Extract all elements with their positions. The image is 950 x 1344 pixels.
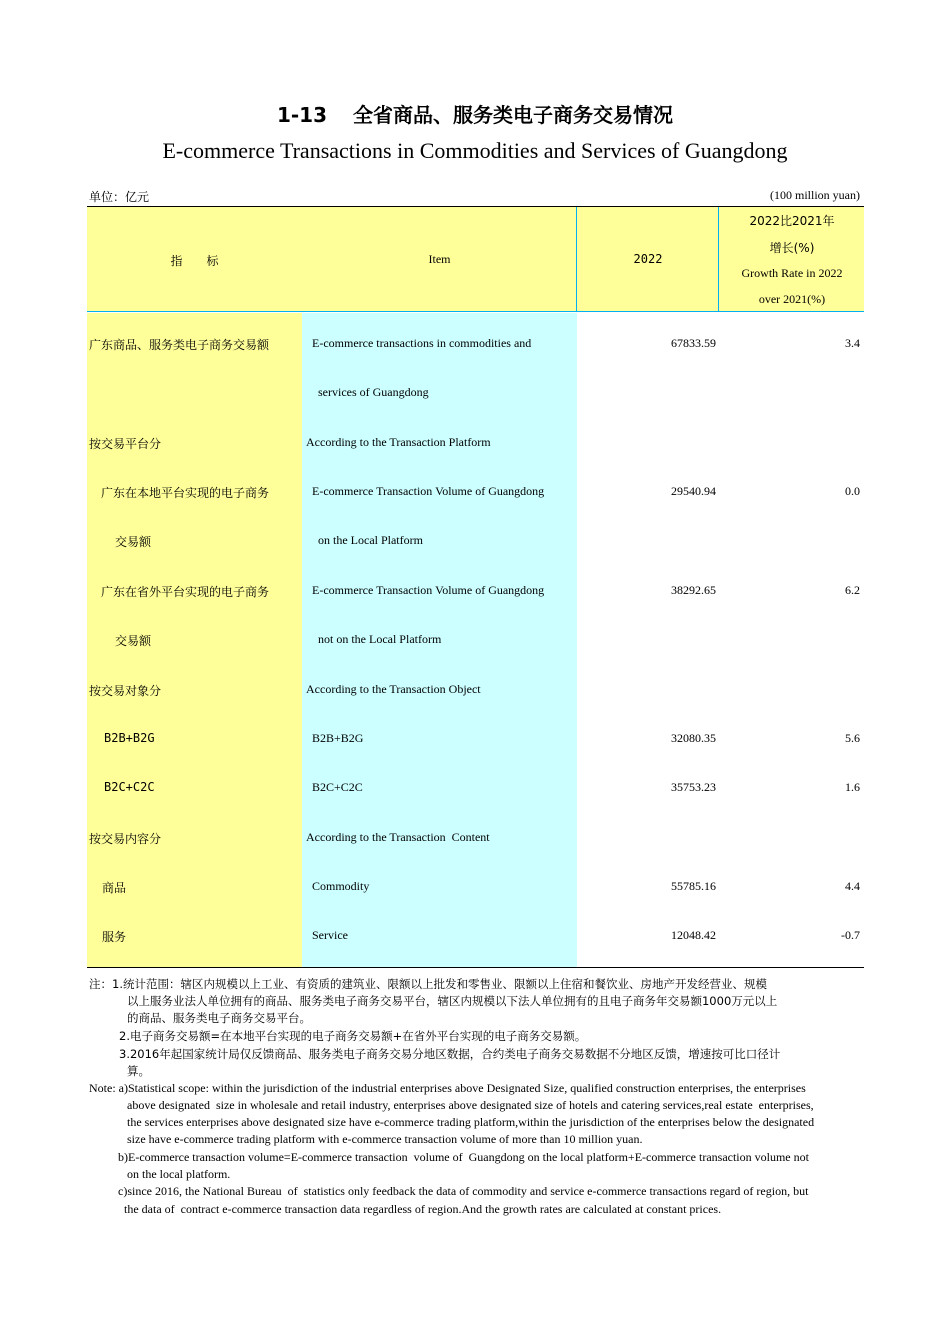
- row-growth: 4.4: [845, 879, 860, 893]
- row-growth: 6.2: [845, 583, 860, 597]
- header-rule: [87, 311, 864, 312]
- note-en-a: the services enterprises above designated size have e-commerce trading platform,within the jurisdiction of the enterprises below the designated: [127, 1115, 815, 1129]
- row-value-2022: 32080.35: [671, 731, 716, 745]
- note-cn-3: 3.2016年起国家统计局仅反馈商品、服务类电子商务交易分地区数据，合约类电子商务交易数据不分地区反馈，增速按可比口径计: [119, 1047, 781, 1061]
- note-en-c: the data of contract e-commerce transaction data regardless of region.And the growth rates are calculated at constant prices.: [124, 1202, 722, 1216]
- row-label-en: B2B+B2G: [312, 731, 364, 745]
- note-en-a: above designated size in wholesale and retail industry, enterprises above designated size of hotels and catering services,real estate enterprises,: [127, 1098, 814, 1112]
- header-growth-cn-2: 增长(%): [769, 241, 815, 255]
- row-value-2022: 38292.65: [671, 583, 716, 597]
- section-label-cn: 按交易对象分: [89, 684, 162, 698]
- row-growth: 3.4: [845, 336, 860, 350]
- section-label-cn: 按交易平台分: [89, 437, 162, 451]
- row-growth: 0.0: [845, 484, 860, 498]
- row-label-cn: 服务: [102, 930, 127, 944]
- note-cn-1: 注：1.统计范围：辖区内规模以上工业、有资质的建筑业、限额以上批发和零售业、限额以上住宿和餐饮业、房地产开发经营业、规模: [89, 977, 767, 991]
- page-title-cn: [0, 99, 950, 128]
- note-en-b: on the local platform.: [127, 1167, 231, 1181]
- note-cn-1: 的商品、服务类电子商务交易平台。: [127, 1011, 311, 1025]
- row-value-2022: 55785.16: [671, 879, 716, 893]
- header-growth-en-1: Growth Rate in 2022: [741, 266, 843, 280]
- note-en-a: Note: a)Statistical scope: within the jurisdiction of the industrial enterprises above Designated Size, qualified construction enterprises, the enterprises: [89, 1081, 806, 1095]
- header-growth-cn-1: 2022比2021年: [749, 214, 835, 228]
- row-label-en: E-commerce Transaction Volume of Guangdong: [312, 484, 545, 498]
- row-value-2022: 35753.23: [671, 780, 716, 794]
- row-label-en: E-commerce transactions in commodities and: [312, 336, 532, 350]
- note-cn-2: 2.电子商务交易额=在本地平台实现的电子商务交易额+在省外平台实现的电子商务交易额。: [119, 1029, 587, 1043]
- row-growth: 1.6: [845, 780, 860, 794]
- row-label-cn: 广东在本地平台实现的电子商务: [101, 486, 270, 500]
- table-bottom-rule: [87, 967, 864, 968]
- table-top-rule: [87, 206, 864, 207]
- row-label-cn: B2C+C2C: [104, 780, 155, 794]
- section-label-en: According to the Transaction Content: [306, 830, 490, 844]
- header-indicator-cn: 指 标: [170, 254, 219, 268]
- unit-label-cn: 单位：亿元: [89, 190, 150, 204]
- header-item: Item: [428, 252, 451, 266]
- row-growth: 5.6: [845, 731, 860, 745]
- row-label-en: services of Guangdong: [318, 385, 429, 399]
- row-label-en: Commodity: [312, 879, 370, 893]
- page-title-en: E-commerce Transactions in Commodities and Services of Guangdong: [162, 138, 788, 163]
- unit-label-en: (100 million yuan): [770, 188, 860, 202]
- note-cn-1: 以上服务业法人单位拥有的商品、服务类电子商务交易平台，辖区内规模以下法人单位拥有的且电子商务年交易额1000万元以上: [127, 994, 778, 1008]
- header-growth-en-2: over 2021(%): [758, 292, 826, 306]
- row-label-en: B2C+C2C: [312, 780, 363, 794]
- row-value-2022: 67833.59: [671, 336, 716, 350]
- row-label-en: on the Local Platform: [318, 533, 423, 547]
- title-cn-text: 全省商品、服务类电子商务交易情况: [353, 103, 674, 127]
- header-year: 2022: [633, 252, 663, 266]
- table-number: 1-13: [276, 103, 328, 127]
- row-label-en: Service: [312, 928, 348, 942]
- row-label-cn: 商品: [102, 881, 127, 895]
- row-label-cn: 广东商品、服务类电子商务交易额: [89, 338, 270, 352]
- note-cn-3: 算。: [127, 1064, 150, 1078]
- note-en-a: size have e-commerce trading platform with e-commerce transaction volume of more than 10 million yuan.: [127, 1132, 643, 1146]
- row-growth: -0.7: [841, 928, 860, 942]
- section-label-en: According to the Transaction Object: [306, 682, 481, 696]
- row-label-cn: 交易额: [115, 535, 152, 549]
- note-en-c: c)since 2016, the National Bureau of statistics only feedback the data of commodity and service e-commerce transactions regard of region, but: [118, 1184, 809, 1198]
- data-table: [87, 206, 864, 968]
- row-label-cn: 广东在省外平台实现的电子商务: [101, 585, 270, 599]
- section-label-cn: 按交易内容分: [89, 832, 162, 846]
- row-label-cn: 交易额: [115, 634, 152, 648]
- row-label-cn: B2B+B2G: [104, 731, 155, 745]
- header-divider: [718, 207, 719, 311]
- row-value-2022: 12048.42: [671, 928, 716, 942]
- row-label-en: not on the Local Platform: [318, 632, 442, 646]
- note-en-b: b)E-commerce transaction volume=E-commerce transaction volume of Guangdong on the local platform+E-commerce transaction volume not: [118, 1150, 809, 1164]
- row-label-en: E-commerce Transaction Volume of Guangdong: [312, 583, 545, 597]
- section-label-en: According to the Transaction Platform: [306, 435, 491, 449]
- row-value-2022: 29540.94: [671, 484, 716, 498]
